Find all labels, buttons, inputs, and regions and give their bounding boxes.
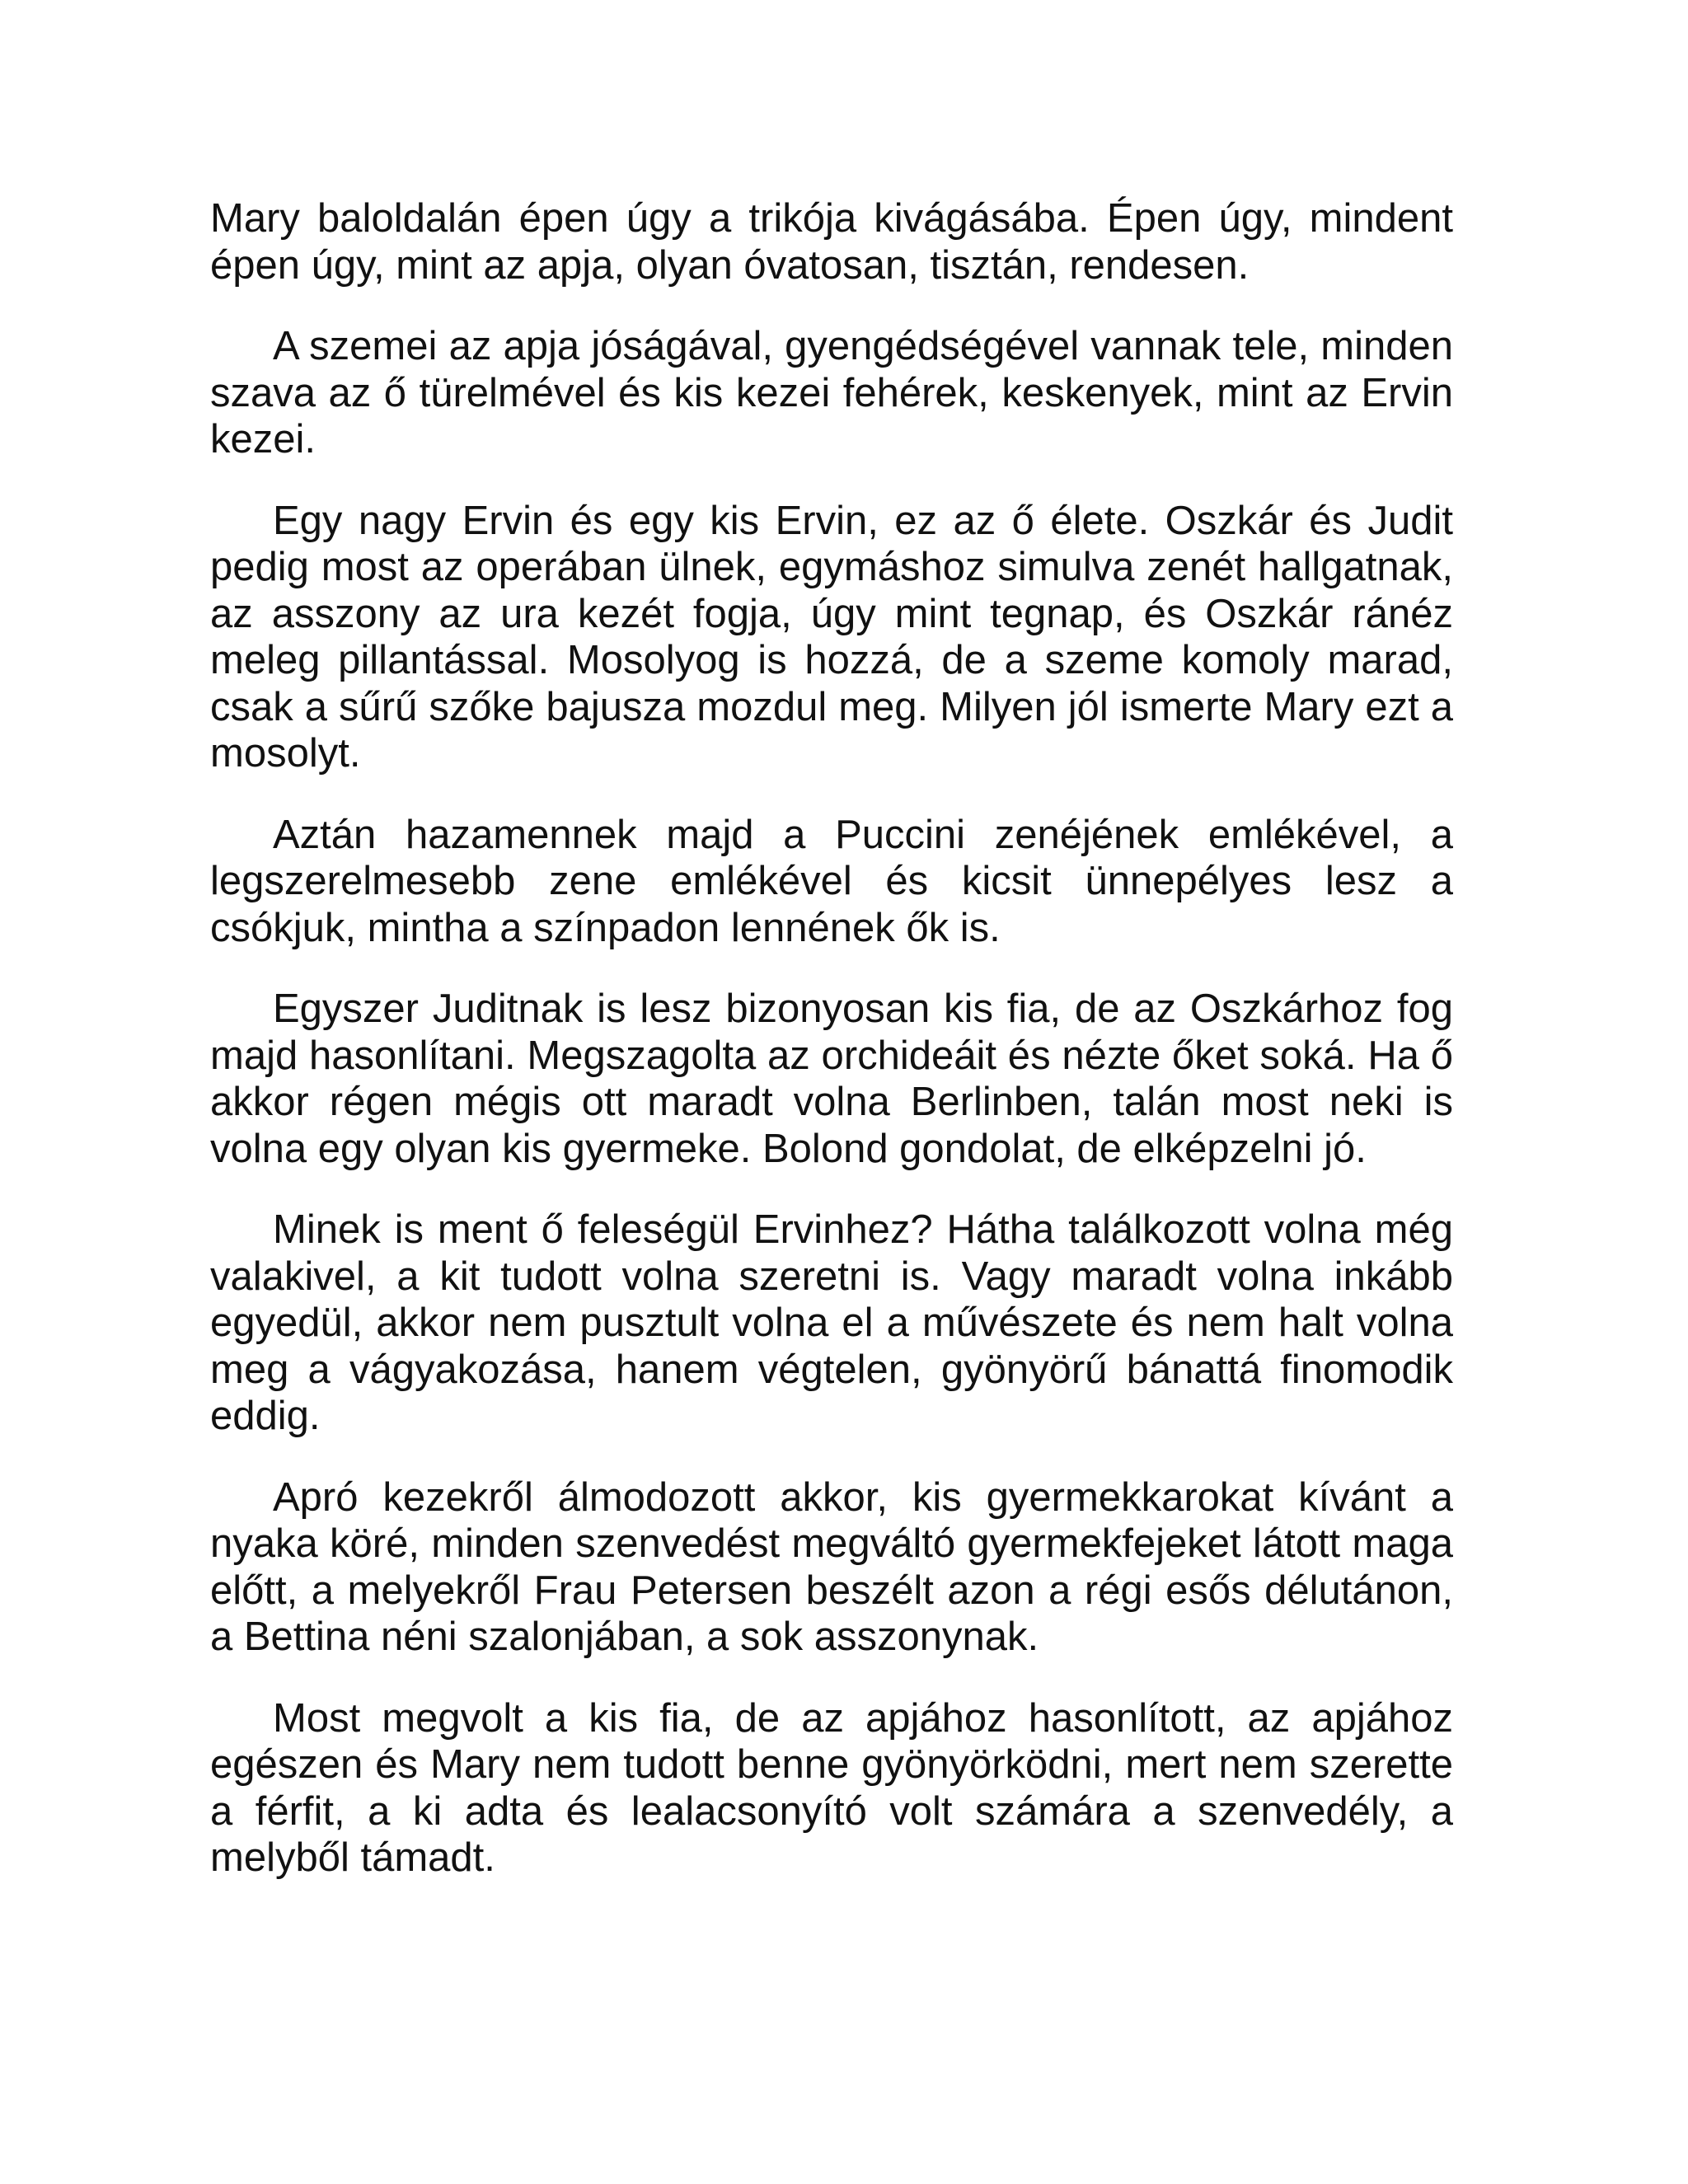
paragraph-2: A szemei az apja jóságával, gyengédségével vannak tele, minden szava az ő türelmével és kis kezei fehérek, keskenyek, mint az Ervin kezei. [210, 324, 1453, 462]
document-page [210, 195, 1453, 1916]
paragraph-5: Egyszer Juditnak is lesz bizonyosan kis fia, de az Oszkárhoz fog majd hasonlítani. Megszagolta az orchideáit és nézte őket soká. Ha ő akkor régen mégis ott maradt volna Berlinben, talán most neki is volna egy olyan kis gyermeke. Bolond gondolat, de elképzelni jó. [210, 987, 1453, 1171]
paragraph-3: Egy nagy Ervin és egy kis Ervin, ez az ő élete. Oszkár és Judit pedig most az operában ülnek, egymáshoz simulva zenét hallgatnak, az asszony az ura kezét fogja, úgy mint tegnap, és Oszkár ránéz meleg pillantással. Mosolyog is hozzá, de a szeme komoly marad, csak a sűrű szőke bajusza mozdul meg. Milyen jól ismerte Mary ezt a mosolyt. [210, 498, 1453, 776]
paragraph-1: Mary baloldalán épen úgy a trikója kivágásába. Épen úgy, mindent épen úgy, mint az apja, olyan óvatosan, tisztán, rendesen. [210, 196, 1453, 288]
paragraph-4: Aztán hazamennek majd a Puccini zenéjének emlékével, a legszerelmesebb zene emlékével és kicsit ünnepélyes lesz a csókjuk, mintha a színpadon lennének ők is. [210, 812, 1453, 950]
paragraph-8: Most megvolt a kis fia, de az apjához hasonlított, az apjához egészen és Mary nem tudott benne gyönyörködni, mert nem szerette a férfit, a ki adta és lealacsonyító volt számára a szenvedély, a melyből támadt. [210, 1695, 1453, 1880]
paragraph-7: Apró kezekről álmodozott akkor, kis gyermekkarokat kívánt a nyaka köré, minden szenvedést megváltó gyermekfejeket látott maga előtt, a melyekről Frau Petersen beszélt azon a régi esős délutánon, a Bettina néni szalonjában, a sok asszonynak. [210, 1474, 1453, 1659]
paragraph-6: Minek is ment ő feleségül Ervinhez? Hátha találkozott volna még valakivel, a kit tudott volna szeretni is. Vagy maradt volna inkább egyedül, akkor nem pusztult volna el a művészete és nem halt volna meg a vágyakozása, hanem végtelen, gyönyörű bánattá finomodik eddig. [210, 1207, 1453, 1438]
